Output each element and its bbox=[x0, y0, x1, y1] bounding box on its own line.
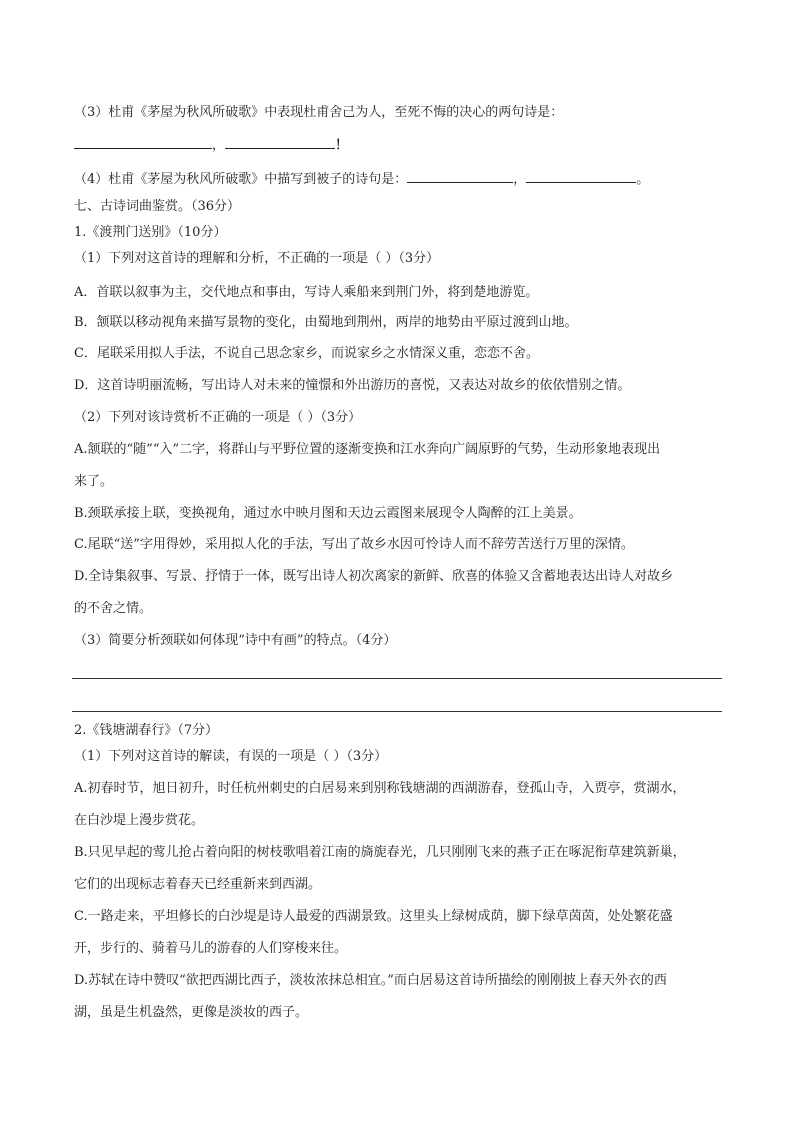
answer-rule-1[interactable] bbox=[72, 678, 722, 679]
exclamation: ！ bbox=[335, 138, 349, 153]
answer-blank-4[interactable] bbox=[526, 168, 636, 183]
poem-1-q2-stem: （2）下列对该诗赏析不正确的一项是（ ）（3分） bbox=[74, 410, 362, 425]
poem-2-q1-option-d: D.苏轼在诗中赞叹“欲把西湖比西子，淡妆浓抹总相宜。”而白居易这首诗所描绘的刚刚披上春天外衣的西 bbox=[74, 973, 667, 988]
section-7-heading: 七、古诗词曲鉴赏。（36分） bbox=[74, 199, 241, 214]
poem-2-q1-option-a: A.初春时节，旭日初升，时任杭州刺史的白居易来到别称钱塘湖的西湖游春，登孤山寺，入贾亭，赏湖水， bbox=[74, 781, 686, 796]
question-3-answer-line bbox=[74, 134, 720, 155]
poem-2-q1-stem: （1）下列对这首诗的解读，有误的一项是（ ）（3分） bbox=[74, 749, 388, 764]
comma: ， bbox=[212, 138, 226, 153]
poem-2-q1-option-c-cont: 开，步行的、骑着马儿的游春的人们穿梭来往。 bbox=[74, 941, 348, 956]
poem-1-q1-option-d: D．这首诗明丽流畅，写出诗人对未来的憧憬和外出游历的喜悦，又表达对故乡的依依惜别之情。 bbox=[74, 378, 631, 393]
poem-2-q1-option-d-cont: 湖，虽是生机盎然，更像是淡妆的西子。 bbox=[74, 1005, 309, 1020]
poem-2-title: 2.《钱塘湖春行》（7分） bbox=[74, 723, 219, 738]
poem-1-q2-option-a: A.颔联的“随”“入”二字，将群山与平野位置的逐渐变换和江水奔向广阔原野的气势，生动形象地表现出 bbox=[74, 442, 661, 457]
answer-rule-2[interactable] bbox=[72, 711, 722, 712]
question-4 bbox=[74, 168, 720, 189]
question-4-prompt: （4）杜甫《茅屋为秋风所破歌》中描写到被子的诗句是： bbox=[74, 172, 408, 187]
poem-1-q2-option-b: B.颈联承接上联，变换视角，通过水中映月图和天边云霞图来展现令人陶醉的江上美景。 bbox=[74, 506, 582, 521]
answer-blank-2[interactable] bbox=[225, 134, 335, 149]
poem-2-q1-option-a-cont: 在白沙堤上漫步赏花。 bbox=[74, 813, 205, 828]
poem-1-q2-option-d: D.全诗集叙事、写景、抒情于一体，既写出诗人初次离家的新鲜、欣喜的体验又含蓄地表达出诗人对故乡 bbox=[74, 569, 674, 584]
poem-1-q1-option-a: A．首联以叙事为主，交代地点和事由，写诗人乘船来到荆门外，将到楚地游览。 bbox=[74, 285, 539, 300]
answer-blank-1[interactable] bbox=[74, 134, 212, 149]
poem-2-q1-option-b-cont: 它们的出现标志着春天已经重新来到西湖。 bbox=[74, 877, 322, 892]
question-3-prompt: （3）杜甫《茅屋为秋风所破歌》中表现杜甫舍己为人，至死不悔的决心的两句诗是： bbox=[74, 105, 564, 120]
poem-1-q1-stem: （1）下列对这首诗的理解和分析，不正确的一项是（ ）（3分） bbox=[74, 251, 440, 266]
poem-1-title: 1.《渡荆门送别》（10分） bbox=[74, 225, 227, 240]
poem-1-q1-option-b: B．颔联以移动视角来描写景物的变化，由蜀地到荆州，两岸的地势由平原过渡到山地。 bbox=[74, 315, 578, 330]
poem-1-q3-stem: （3）简要分析颈联如何体现“诗中有画”的特点。（4分） bbox=[74, 633, 397, 648]
poem-1-q2-option-d-cont: 的不舍之情。 bbox=[74, 601, 153, 616]
poem-1-q1-option-c: C．尾联采用拟人手法，不说自己思念家乡，而说家乡之水情深义重，恋恋不舍。 bbox=[74, 346, 539, 361]
poem-2-q1-option-b: B.只见早起的莺儿抢占着向阳的树枝歌唱着江南的旖旎春光，几只刚刚飞来的燕子正在啄泥衔草建筑新巢， bbox=[74, 845, 686, 860]
poem-1-q2-option-c: C.尾联“送”字用得妙，采用拟人化的手法，写出了故乡水因可怜诗人而不辞劳苦送行万里的深情。 bbox=[74, 537, 634, 552]
comma: ， bbox=[513, 172, 527, 187]
answer-blank-3[interactable] bbox=[407, 168, 513, 183]
poem-1-q2-option-a-cont: 来了。 bbox=[74, 474, 114, 489]
period: 。 bbox=[636, 172, 650, 187]
poem-2-q1-option-c: C.一路走来，平坦修长的白沙堤是诗人最爱的西湖景致。这里头上绿树成荫，脚下绿草茵茵，处处繁花盛 bbox=[74, 909, 673, 924]
